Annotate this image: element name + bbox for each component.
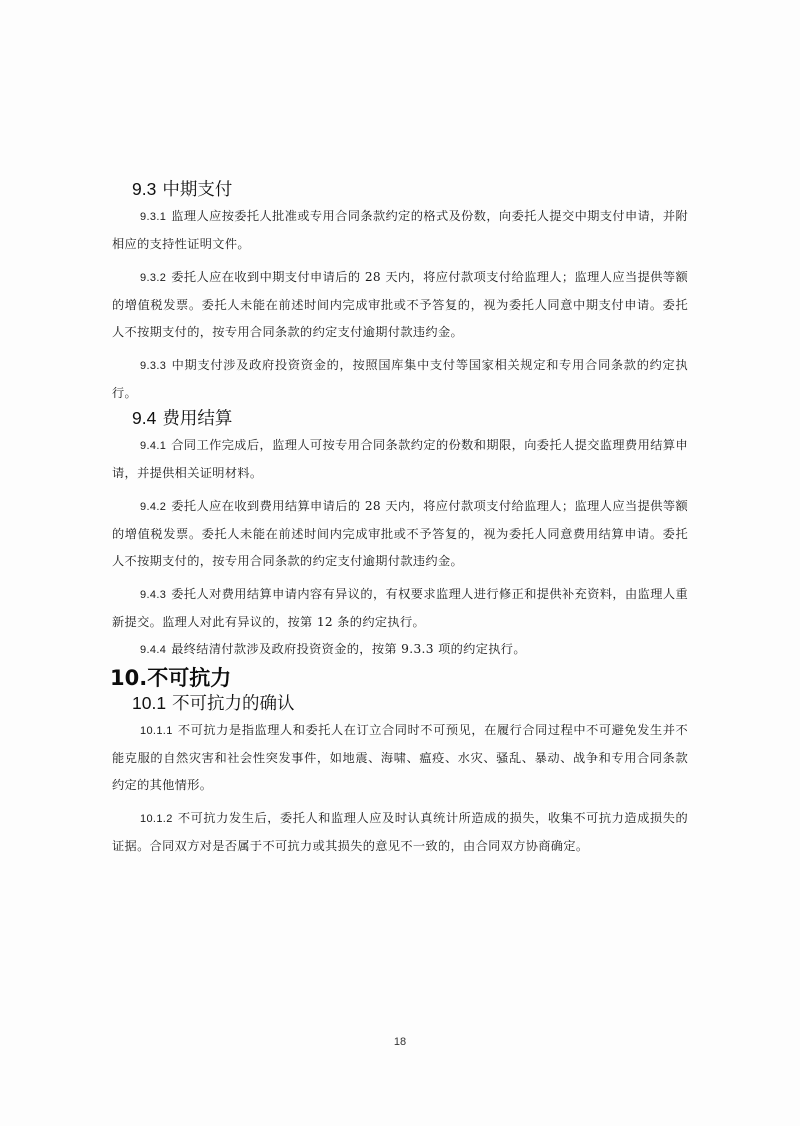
clause-text: 中期支付涉及政府投资资金的，按照国库集中支付等国家相关规定和专用合同条款的约定执行。 <box>112 358 688 400</box>
clause-number: 10.1.1 <box>140 725 173 737</box>
section-number: 9.4 <box>132 408 157 428</box>
page-number: 18 <box>393 1036 407 1048</box>
clause-9-3-3 <box>112 352 688 407</box>
section-number: 9.3 <box>132 179 157 199</box>
clause-9-4-4 <box>112 636 688 664</box>
section-title: 中期支付 <box>162 180 233 200</box>
clause-number: 9.3.2 <box>140 272 167 284</box>
clause-number: 9.4.1 <box>140 440 167 452</box>
section-heading-9-4 <box>132 407 688 430</box>
clause-9-4-3 <box>112 581 688 636</box>
clause-text: 委托人应在收到费用结算申请后的 28 天内，将应付款项支付给监理人；监理人应当提供等额的增值税发票。委托人未能在前述时间内完成审批或不予答复的，视为委托人同意费用结算申请。委托人不按期支付的，按专用合同条款的约定支付逾期付款违约金。 <box>112 499 688 568</box>
clause-9-4-1 <box>112 432 688 487</box>
clause-9-4-2 <box>112 493 688 575</box>
clause-9-3-2 <box>112 264 688 346</box>
clause-text: 最终结清付款涉及政府投资资金的，按第 9.3.3 项的约定执行。 <box>171 642 526 656</box>
clause-number: 9.3.1 <box>140 211 167 223</box>
clause-10-1-1 <box>112 717 688 799</box>
section-title: 不可抗力的确认 <box>172 694 295 714</box>
clause-number: 9.4.4 <box>140 644 167 656</box>
clause-number: 9.4.3 <box>140 589 167 601</box>
clause-10-1-2 <box>112 805 688 860</box>
section-title: 费用结算 <box>162 409 233 429</box>
page-content <box>112 178 688 860</box>
chapter-number: 10. <box>110 666 148 690</box>
chapter-heading-10 <box>110 664 688 692</box>
clause-text: 委托人应在收到中期支付申请后的 28 天内，将应付款项支付给监理人；监理人应当提供等额的增值税发票。委托人未能在前述时间内完成审批或不予答复的，视为委托人同意中期支付申请。委托人不按期支付的，按专用合同条款的约定支付逾期付款违约金。 <box>112 270 688 339</box>
section-heading-10-1 <box>132 692 688 715</box>
clause-text: 不可抗力发生后，委托人和监理人应及时认真统计所造成的损失，收集不可抗力造成损失的证据。合同双方对是否属于不可抗力或其损失的意见不一致的，由合同双方协商确定。 <box>112 811 688 853</box>
clause-text: 不可抗力是指监理人和委托人在订立合同时不可预见，在履行合同过程中不可避免发生并不能克服的自然灾害和社会性突发事件，如地震、海啸、瘟疫、水灾、骚乱、暴动、战争和专用合同条款约定的其他情形。 <box>112 723 688 792</box>
clause-number: 10.1.2 <box>140 813 173 825</box>
clause-number: 9.3.3 <box>140 360 167 372</box>
section-heading-9-3 <box>132 178 688 201</box>
chapter-title: 不可抗力 <box>147 666 232 690</box>
clause-9-3-1 <box>112 203 688 258</box>
clause-number: 9.4.2 <box>140 501 167 513</box>
clause-text: 合同工作完成后，监理人可按专用合同条款约定的份数和期限，向委托人提交监理费用结算申请，并提供相关证明材料。 <box>112 438 688 480</box>
section-number: 10.1 <box>132 693 167 713</box>
clause-text: 委托人对费用结算申请内容有异议的，有权要求监理人进行修正和提供补充资料，由监理人重新提交。监理人对此有异议的，按第 12 条的约定执行。 <box>112 587 688 629</box>
clause-text: 监理人应按委托人批准或专用合同条款约定的格式及份数，向委托人提交中期支付申请，并附相应的支持性证明文件。 <box>112 209 688 251</box>
